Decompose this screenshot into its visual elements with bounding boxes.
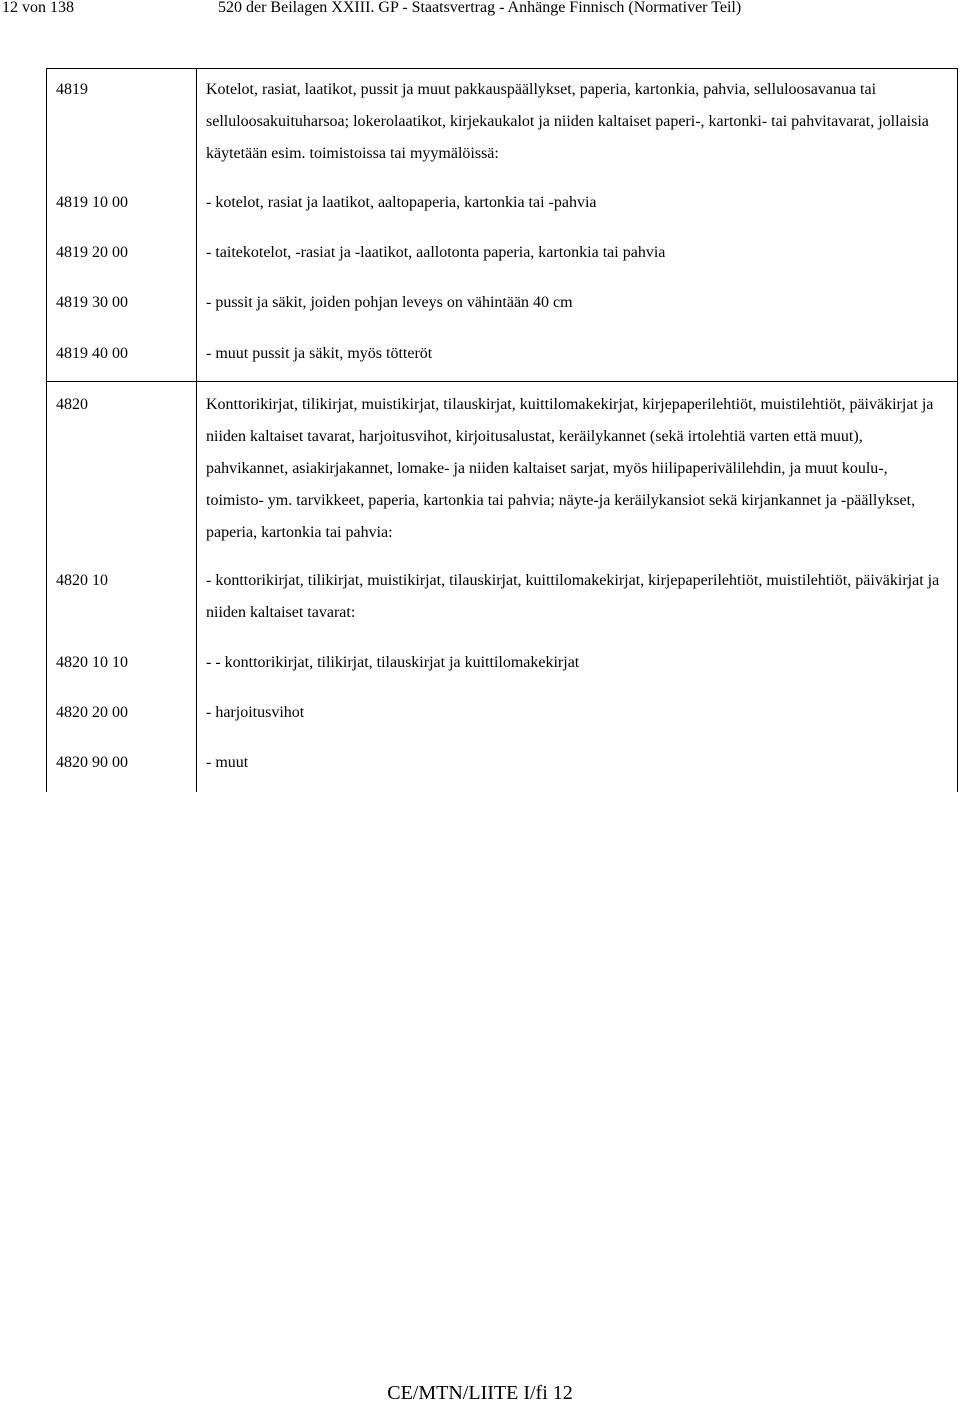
tariff-description: - kotelot, rasiat ja laatikot, aaltopaperia, kartonkia tai -pahvia [206,194,597,211]
page-number: 12 von 138 [2,0,74,16]
table-column-divider [196,68,197,792]
page-footer: CE/MTN/LIITE I/fi 12 [387,1382,573,1404]
tariff-description: - muut [206,754,249,771]
tariff-description: - taitekotelot, -rasiat ja -laatikot, aallotonta paperia, kartonkia tai pahvia [206,244,666,261]
tariff-code: 4819 30 00 [56,294,128,311]
table-right-border [957,68,958,792]
tariff-code: 4819 10 00 [56,194,128,211]
tariff-code: 4819 20 00 [56,244,128,261]
tariff-description: - harjoitusvihot [206,704,305,721]
tariff-description: - pussit ja säkit, joiden pohjan leveys on vähintään 40 cm [206,294,573,311]
tariff-description: Konttorikirjat, tilikirjat, muistikirjat, tilauskirjat, kuittilomakekirjat, kirjepaperilehtiöt, muistilehtiöt, päiväkirjat ja niiden kaltaiset tavarat, harjoitusvihot, kirjoitusalustat, keräilykannet (sekä irtolehtiä varten että muut), pahvikannet, asiakirjakannet, lomake- ja niiden kaltaiset sarjat, myös hiilipaperivälilehdin, ja muut koulu-, toimisto- ym. tarvikkeet, paperia, kartonkia tai pahvia; näyte-ja keräilykansiot sekä kirjankannet ja -päällykset, paperia, kartonkia tai pahvia: [206,396,934,541]
table-left-border [46,68,47,792]
tariff-description: - konttorikirjat, tilikirjat, muistikirjat, tilauskirjat, kuittilomakekirjat, kirjepaperilehtiöt, muistilehtiöt, päiväkirjat ja niiden kaltaiset tavarat: [206,572,940,621]
page-header [0,0,960,24]
tariff-description: Kotelot, rasiat, laatikot, pussit ja muut pakkauspäällykset, paperia, kartonkia, pahvia, selluloosavanua tai selluloosakuituharsoa; lokerolaatikot, kirjekaukalot ja niiden kaltaiset paperi-, kartonki- tai pahvitavarat, jollaisia käytetään esim. toimistoissa tai myymälöissä: [206,81,929,162]
tariff-code: 4819 40 00 [56,345,128,362]
tariff-description: - - konttorikirjat, tilikirjat, tilauskirjat ja kuittilomakekirjat [206,654,580,671]
document-title: 520 der Beilagen XXIII. GP - Staatsvertrag - Anhänge Finnisch (Normativer Teil) [218,0,742,16]
tariff-code: 4820 [56,396,88,413]
tariff-code: 4819 [56,81,88,98]
tariff-code: 4820 10 10 [56,654,128,671]
tariff-code: 4820 20 00 [56,704,128,721]
tariff-code: 4820 10 [56,572,108,589]
table-divider [46,381,958,382]
tariff-code: 4820 90 00 [56,754,128,771]
tariff-description: - muut pussit ja säkit, myös tötteröt [206,345,433,362]
table-top-border [46,68,958,69]
